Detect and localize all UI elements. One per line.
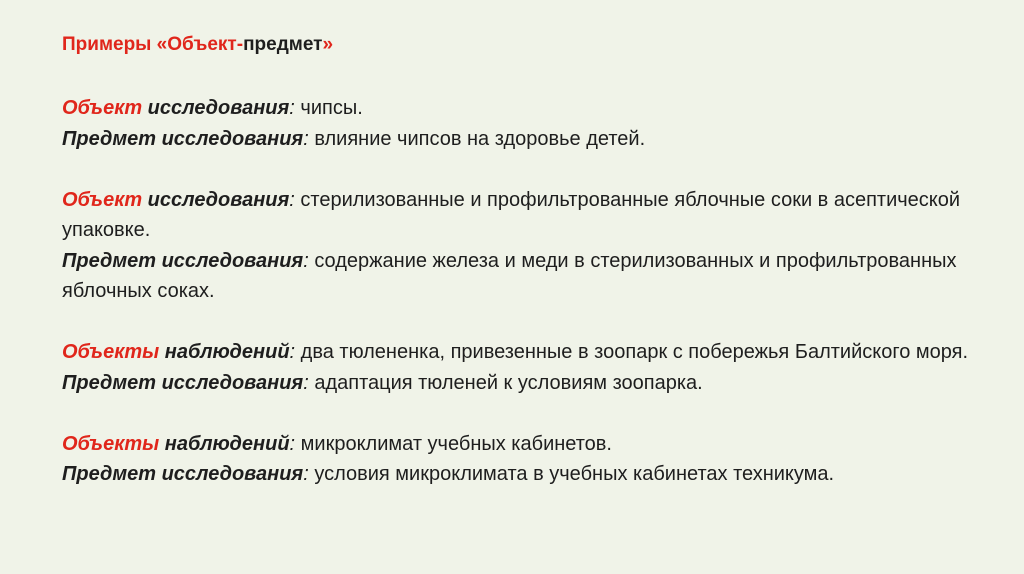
subject-text: условия микроклимата в учебных кабинетах техникума. xyxy=(308,463,835,485)
subject-text: влияние чипсов на здоровье детей. xyxy=(308,127,646,150)
object-term-word1: Объекты xyxy=(62,341,160,363)
subject-line xyxy=(62,246,982,307)
object-colon: : xyxy=(289,188,295,211)
object-colon: : xyxy=(289,432,296,455)
object-line xyxy=(62,337,982,368)
subject-colon: : xyxy=(303,463,309,485)
object-line xyxy=(62,93,982,124)
subject-text: содержание железа и меди в стерилизованных и профильтрованных яблочных соках. xyxy=(62,249,957,302)
object-term-word2: наблюдений xyxy=(164,432,290,455)
subject-line xyxy=(62,368,982,399)
object-text: стерилизованные и профильтрованные яблочные соки в асептической упаковке. xyxy=(62,188,961,241)
title-part-2: предмет xyxy=(243,34,323,55)
object-term-word2: наблюдений xyxy=(164,341,290,363)
object-term-word1: Объект xyxy=(62,97,143,119)
object-term-word1: Объекты xyxy=(62,432,160,455)
subject-line xyxy=(62,459,982,490)
object-text: чипсы. xyxy=(294,97,363,119)
example-group xyxy=(62,93,982,154)
subject-colon: : xyxy=(303,249,309,272)
object-line xyxy=(62,429,982,460)
title-part-1: Примеры «Объект- xyxy=(62,34,244,55)
example-group xyxy=(62,429,982,490)
subject-line xyxy=(62,124,982,155)
example-group xyxy=(62,185,982,307)
object-term-word1: Объект xyxy=(62,188,143,211)
object-term-word2: исследования xyxy=(147,97,290,119)
subject-term: Предмет исследования xyxy=(62,249,304,272)
subject-term: Предмет исследования xyxy=(62,463,304,485)
object-colon: : xyxy=(289,341,296,363)
object-term-word2: исследования xyxy=(147,188,290,211)
object-text: микроклимат учебных кабинетов. xyxy=(295,432,612,455)
subject-term: Предмет исследования xyxy=(62,127,304,150)
subject-colon: : xyxy=(303,127,309,150)
example-group xyxy=(62,337,982,398)
slide-title xyxy=(62,34,333,56)
subject-text: адаптация тюленей к условиям зоопарка. xyxy=(308,371,703,394)
object-line xyxy=(62,185,982,246)
title-part-3: » xyxy=(322,34,334,55)
examples-body xyxy=(62,93,982,490)
object-text: два тюлененка, привезенные в зоопарк с побережья Балтийского моря. xyxy=(295,341,969,363)
object-colon: : xyxy=(289,97,295,119)
subject-term: Предмет исследования xyxy=(62,371,304,394)
subject-colon: : xyxy=(303,371,309,394)
